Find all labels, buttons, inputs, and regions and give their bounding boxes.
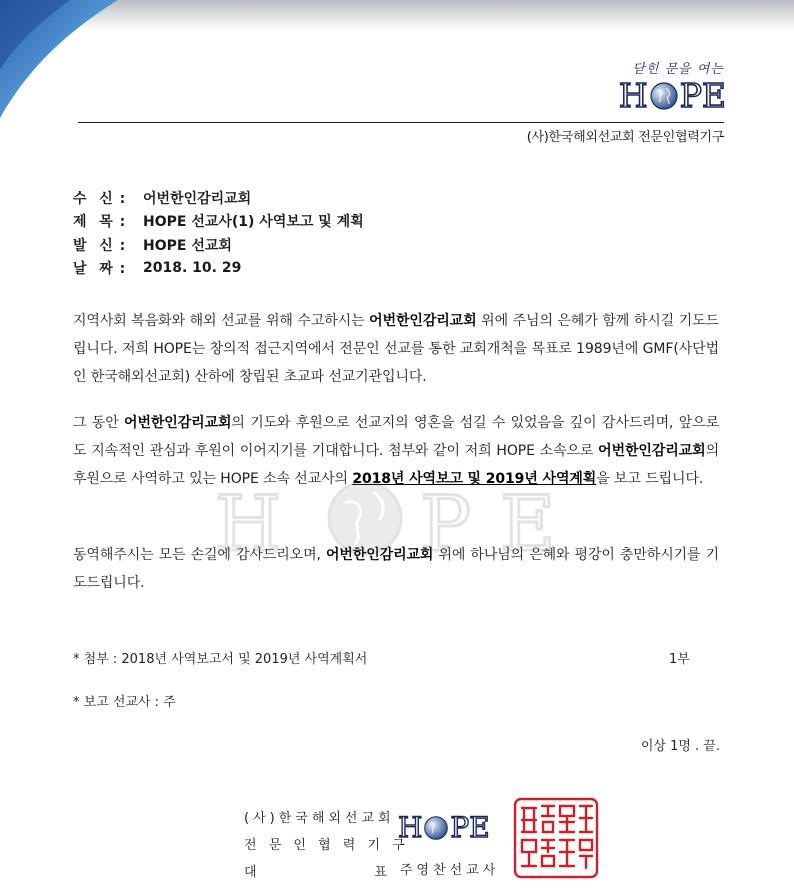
meta-value: HOPE 선교사(1) 사역보고 및 계획 [143,214,364,231]
meta-value: 어번한인감리교회 [143,190,252,207]
text-span: 의 후원으로 사역하고 있는 HOPE 소속 선교사의 [73,443,719,487]
signature-line: (사)한국해외선교회 [244,811,395,826]
logo-letter-p: P [450,811,470,844]
svg-text:E: E [500,479,556,558]
church-name-bold: 어번한인감리교회 [124,415,232,431]
report-title-underlined: 2018년 사역보고 및 2019년 사역계획 [352,471,597,487]
meta-value: HOPE 선교회 [143,237,232,254]
organization-name: (사)한국해외선교회 전문인협력기구 [526,130,724,145]
text-span: 지역사회 복음화와 해외 선교를 위해 수고하시는 [73,313,370,329]
text-span: 그 동안 [73,415,125,431]
globe-icon [423,815,449,841]
body-paragraph-greeting [73,307,719,391]
meta-date [73,257,364,281]
reporting-missionary: * 보고 선교사 : 주 [73,695,176,710]
official-seal-stamp [512,796,600,880]
meta-key: 발 신 : [73,237,127,254]
body-paragraph-report [73,409,719,493]
meta-sender [73,233,364,257]
text-span: 위에 하나님의 은혜와 평강이 충만하시기를 기도드립니다. [73,547,719,591]
meta-key: 제 목 : [73,214,127,231]
text-span: 위에 주님의 은혜가 함께 하시길 기도드립니다. 저희 HOPE는 창의적 접근지역에서 전문인 선교를 통한 교회개척을 목표로 1989년에 GMF(사단법인 한국해외선교회) 산하에 창립된 초교파 선교기관입니다. [73,313,719,385]
logo-slogan: 닫힌 문을 여는 [632,62,724,77]
hope-wordmark [596,76,726,115]
meta-key: 수 신 : [73,190,127,207]
logo-letter-p: P [679,76,702,115]
hope-wordmark-signature [398,811,490,844]
logo-letter-e: E [469,811,490,844]
church-name-bold: 어번한인감리교회 [369,313,477,329]
closing-mark: 이상 1명 . 끝. [640,739,720,754]
text-span: 동역해주시는 모든 손길에 감사드리오며, [73,547,326,563]
header-divider [78,122,724,123]
text-span: 의 기도와 후원으로 선교지의 영혼을 섬길 수 있었음을 깊이 감사드리며, 앞으로도 지속적인 관심과 후원이 이어지기를 기대합니다. 첨부와 같이 저희 HOPE 소속으로 [73,415,719,459]
globe-icon [649,81,679,111]
logo-letter-h: H [618,76,648,115]
svg-text:P: P [420,479,472,558]
body-paragraph-closing [73,541,719,597]
meta-key: 날 짜 : [73,261,127,278]
letter-meta [73,186,364,280]
hope-logo-header [596,58,726,115]
logo-letter-h: H [398,811,423,844]
attachment-item: * 첨부 : 2018년 사역보고서 및 2019년 사역계획서 [73,652,368,667]
signature-line: 대 표 [244,865,391,880]
church-name-bold: 어번한인감리교회 [325,547,434,563]
svg-text:H: H [215,479,282,558]
signature-line: 전 문 인 협 력 기 구 [244,838,409,853]
meta-recipient [73,186,364,210]
meta-value: 2018. 10. 29 [143,260,242,277]
church-name-bold: 어번한인감리교회 [598,443,706,459]
signature-block [244,805,409,886]
meta-subject [73,210,364,234]
logo-letter-e: E [701,76,726,115]
representative-name: 주영찬선교사 [400,863,500,878]
attachment-count: 1부 [669,652,690,667]
text-span: 을 보고 드립니다. [596,471,704,487]
